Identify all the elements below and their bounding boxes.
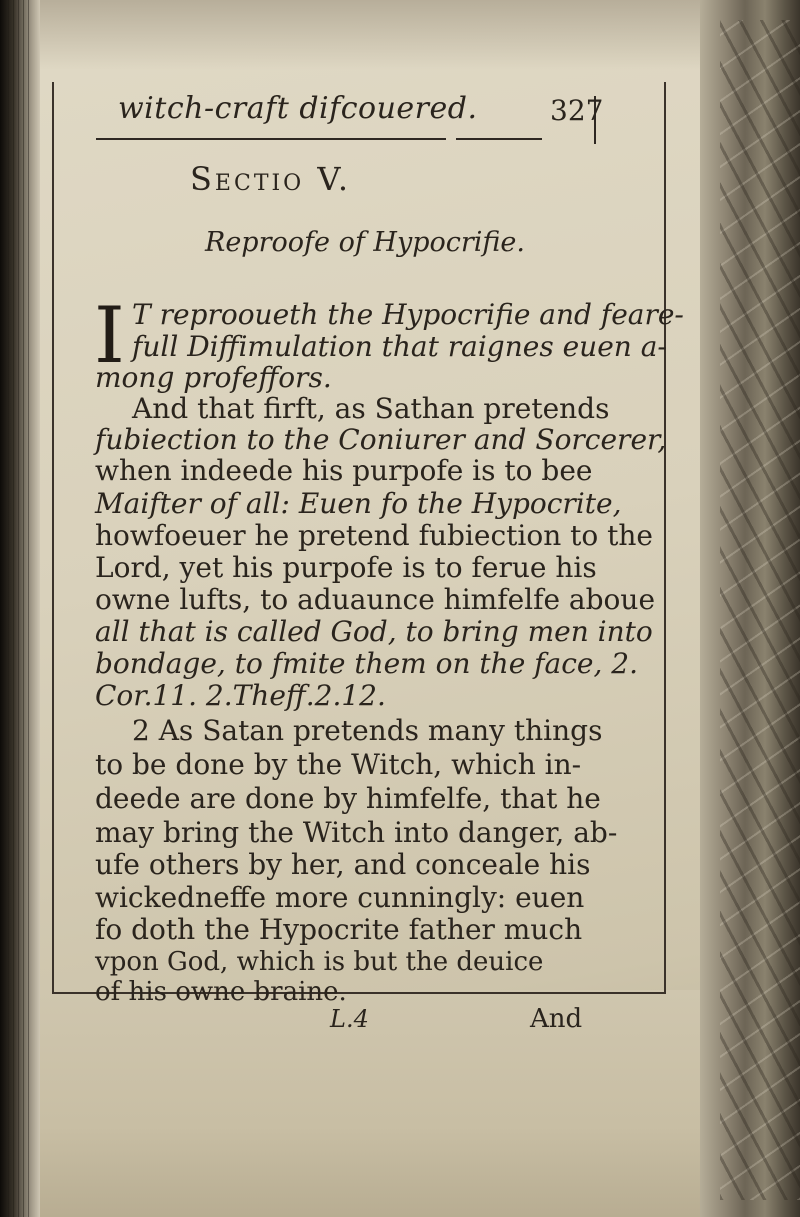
body-line: fubiection to the Coniurer and Sorcerer, [95,423,667,456]
body-line: mong profeffors. [95,361,332,394]
section-subheading: Reproofe of Hypocrifie. [205,227,525,258]
marble-pattern [720,20,800,1200]
body-line: deede are done by himfelfe, that he [95,782,601,815]
page-stack-edges [8,0,32,1217]
header-rule [96,138,446,140]
body-line: fo doth the Hypocrite father much [95,913,583,946]
body-line: full Diffimulation that raignes euen a- [132,330,667,363]
body-line: of his owne braine. [95,977,347,1007]
body-line: owne lufts, to aduaunce himfelfe aboue [95,583,656,616]
running-title: witch-craft difcouered. [118,91,478,126]
drop-cap: I [94,291,125,381]
body-line: howfoeuer he pretend fubiection to the [95,519,653,552]
catchword: And [530,1004,583,1034]
body-line: vpon God, which is but the deuice [95,947,544,977]
body-line: to be done by the Witch, which in- [95,748,582,781]
page-number: 327 [550,94,604,127]
header-rule-right [456,138,542,140]
signature-mark: L.4 [330,1005,369,1033]
body-line: wickedneffe more cunningly: euen [95,881,585,914]
body-line: And that firft, as Sathan pretends [132,392,610,425]
body-line: T reprooueth the Hypocrifie and feare- [132,298,684,331]
body-line: all that is called God, to bring men into [95,615,653,648]
body-line: ufe others by her, and conceale his [95,848,591,881]
body-line: Lord, yet his purpofe is to ferue his [95,551,597,584]
body-line: Cor.11. 2.Theff.2.12. [95,679,386,712]
body-line: bondage, to fmite them on the face, 2. [95,647,639,680]
body-line: Maifter of all: Euen fo the Hypocrite, [95,487,622,520]
section-heading: Sectio V. [190,160,352,198]
page-top-wear [40,0,700,70]
body-line: 2 As Satan pretends many things [132,714,603,747]
page-bottom-margin [40,990,700,1217]
body-line: may bring the Witch into danger, ab- [95,816,618,849]
body-line: when indeede his purpofe is to bee [95,454,593,487]
